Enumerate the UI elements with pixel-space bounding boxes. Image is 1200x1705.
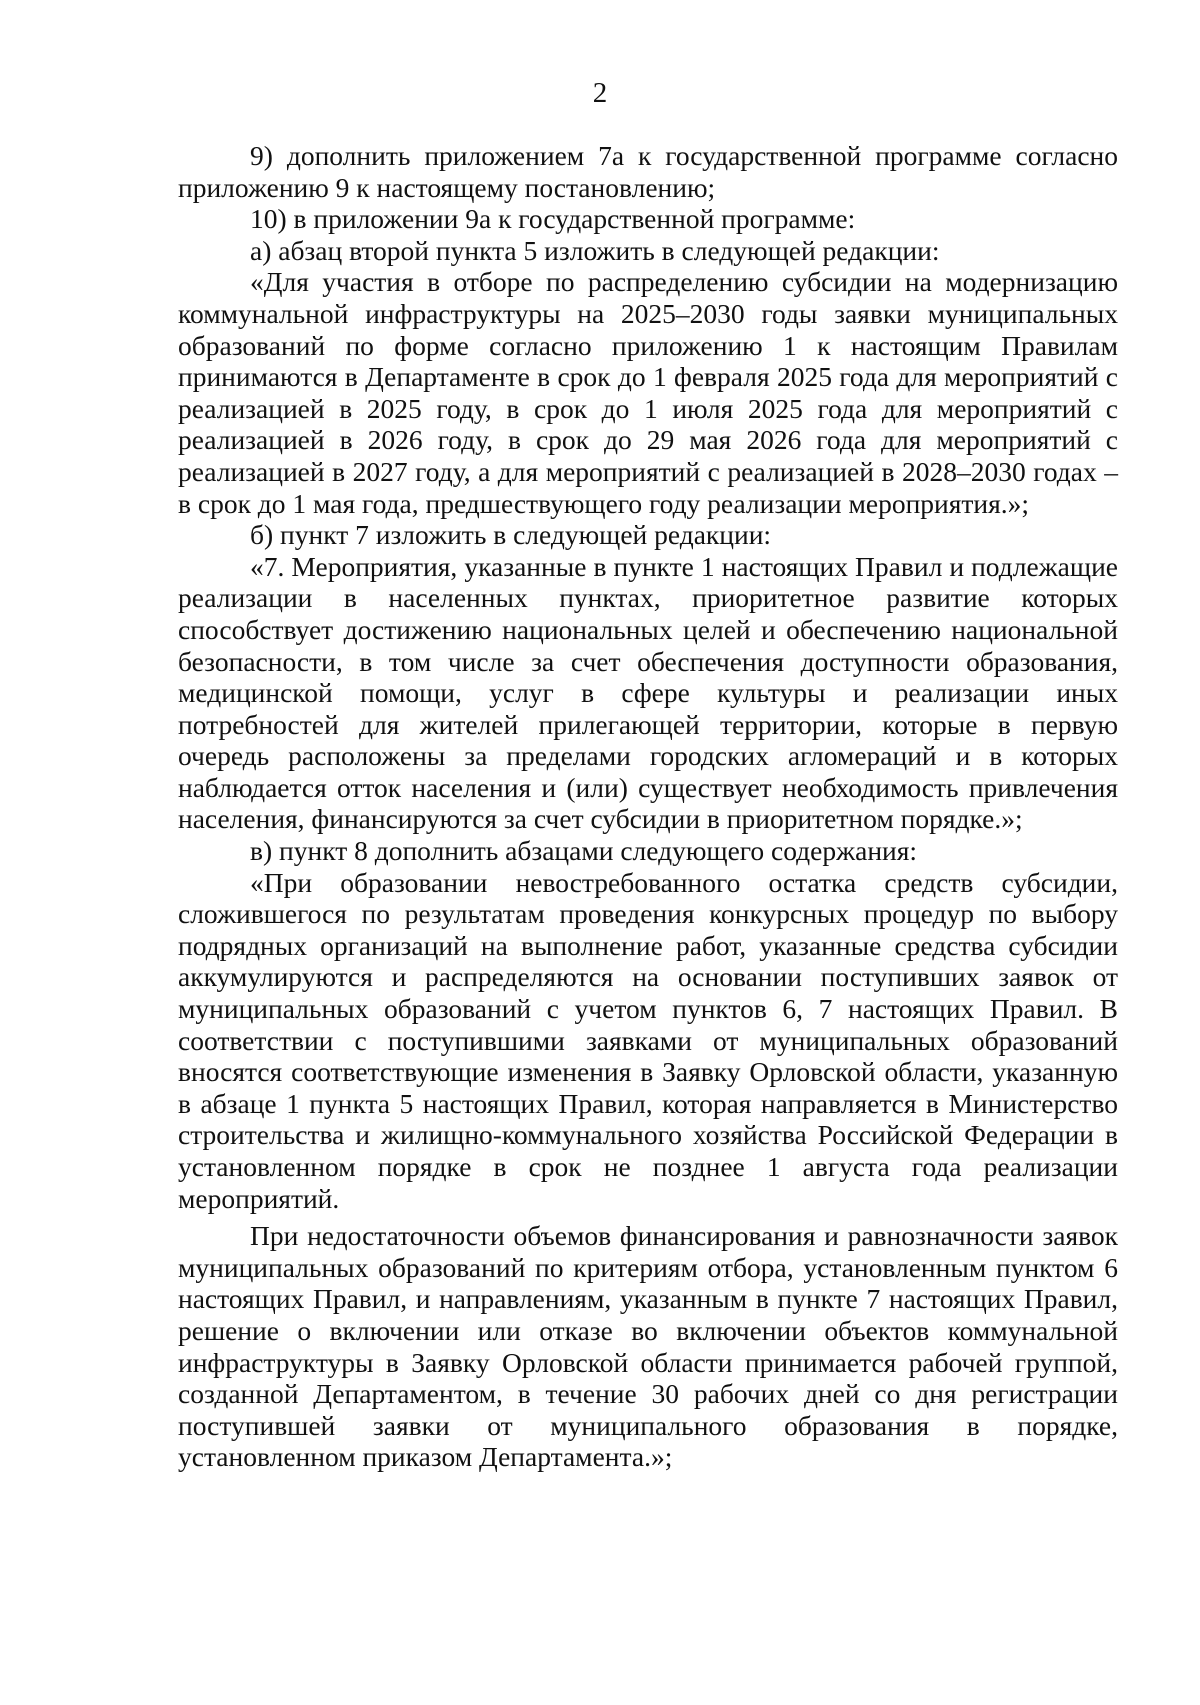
- document-body: [178, 140, 1118, 1473]
- paragraph-quote-point-8-part-1: «При образовании невостребованного остатка средств субсидии, сложившегося по результатам проведения конкурсных процедур по выбору подрядных организаций на выполнение работ, указанные средства субсидии аккумулируются и распределяются на основании поступивших заявок от муниципальных образований с учетом пунктов 6, 7 настоящих Правил. В соответствии с поступившими заявками от муниципальных образований вносятся соответствующие изменения в Заявку Орловской области, указанную в абзаце 1 пункта 5 настоящих Правил, которая направляется в Министерство строительства и жилищно-коммунального хозяйства Российской Федерации в установленном порядке в срок не позднее 1 августа года реализации мероприятий.: [178, 866, 1118, 1214]
- paragraph-quote-point-8-part-2: При недостаточности объемов финансирования и равнозначности заявок муниципальных образований по критериям отбора, установленным пунктом 6 настоящих Правил, и направлениям, указанным в пункте 7 настоящих Правил, решение о включении или отказе во включении объектов коммунальной инфраструктуры в Заявку Орловской области принимается рабочей группой, созданной Департаментом, в течение 30 рабочих дней со дня регистрации поступившей заявки от муниципального образования в порядке, установленном приказом Департамента.»;: [178, 1220, 1118, 1473]
- page-number: 2: [592, 77, 608, 109]
- paragraph-quote-point-7: «7. Мероприятия, указанные в пункте 1 настоящих Правил и подлежащие реализации в населенных пунктах, приоритетное развитие которых способствует достижению национальных целей и обеспечению национальной безопасности, в том числе за счет обеспечения доступности образования, медицинской помощи, услуг в сфере культуры и реализации иных потребностей для жителей прилегающей территории, которые в первую очередь расположены за пределами городских агломераций и в которых наблюдается отток населения и (или) существует необходимость привлечения населения, финансируются за счет субсидии в приоритетном порядке.»;: [178, 550, 1118, 835]
- paragraph-subitem-v: в) пункт 8 дополнить абзацами следующего содержания:: [250, 835, 918, 867]
- paragraph-subitem-a: а) абзац второй пункта 5 изложить в следующей редакции:: [250, 234, 940, 266]
- paragraph-item-10: 10) в приложении 9а к государственной программе:: [250, 203, 856, 235]
- paragraph-subitem-b: б) пункт 7 изложить в следующей редакции:: [250, 519, 772, 551]
- paragraph-quote-point-5: «Для участия в отборе по распределению субсидии на модернизацию коммунальной инфраструктуры на 2025–2030 годы заявки муниципальных образований по форме согласно приложению 1 к настоящим Правилам принимаются в Департаменте в срок до 1 февраля 2025 года для мероприятий с реализацией в 2025 году, в срок до 1 июля 2025 года для мероприятий с реализацией в 2026 году, в срок до 29 мая 2026 года для мероприятий с реализацией в 2027 году, а для мероприятий с реализацией в 2028–2030 годах – в срок до 1 мая года, предшествующего году реализации мероприятия.»;: [178, 266, 1118, 519]
- paragraph-item-9: 9) дополнить приложением 7а к государственной программе согласно приложению 9 к настоящему постановлению;: [178, 140, 1118, 203]
